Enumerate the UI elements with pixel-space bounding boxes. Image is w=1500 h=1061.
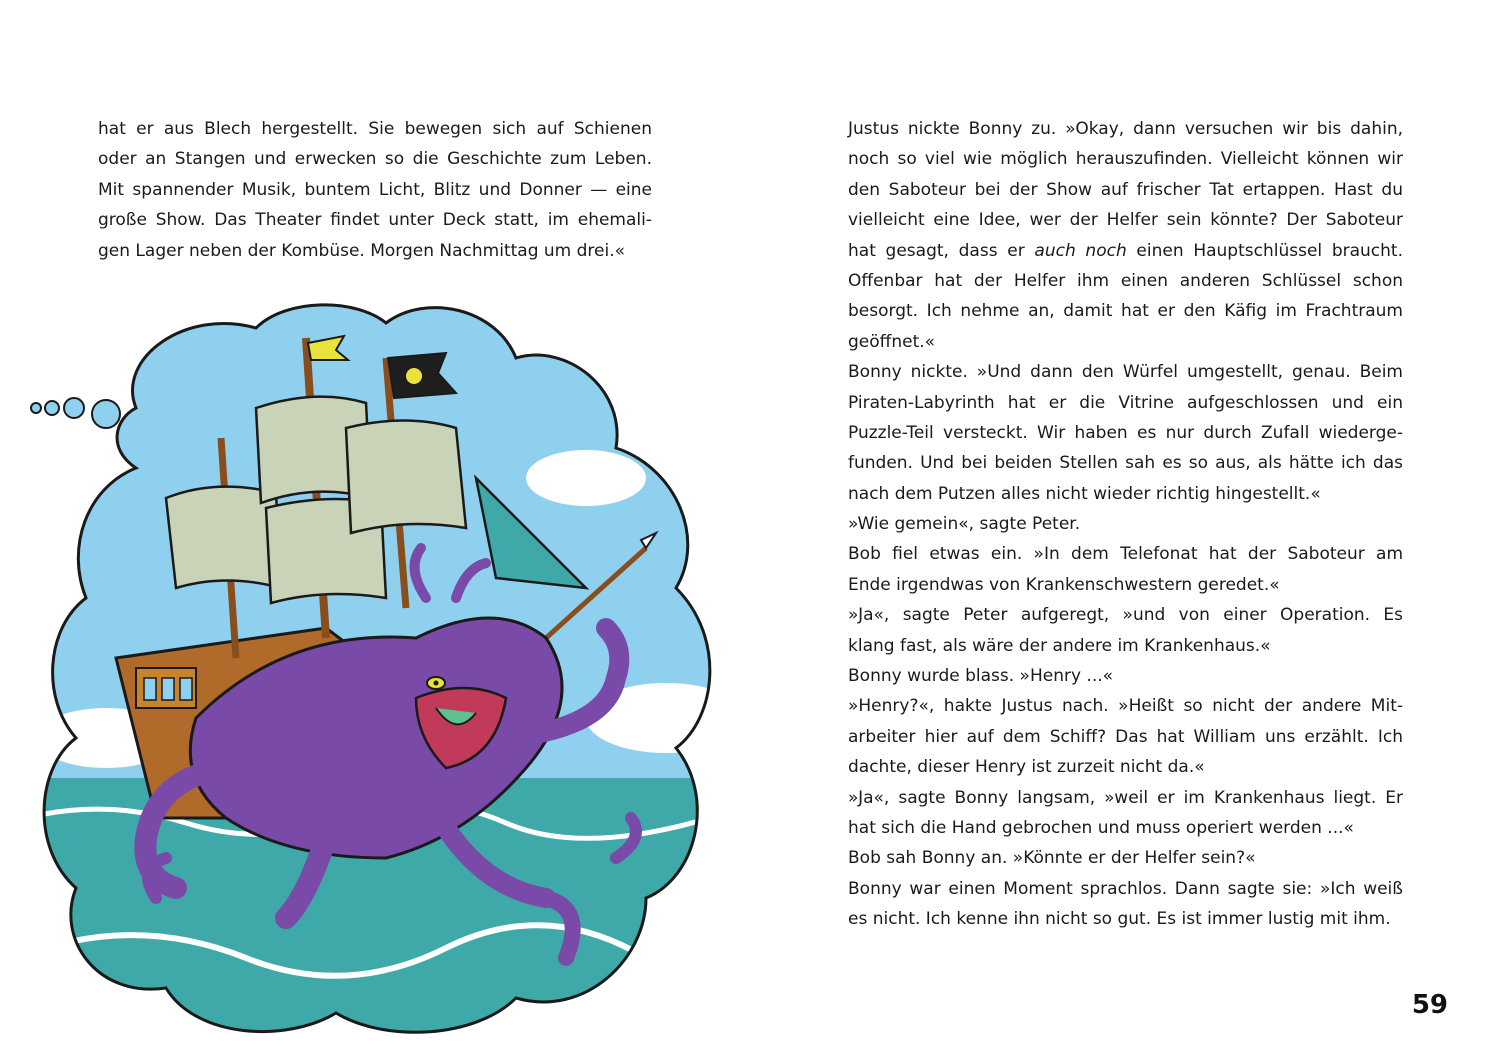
text-line: »Henry?«, hakte Justus nach. »Heißt so nicht der andere Mit- bbox=[848, 696, 1403, 717]
text-line: Ende irgendwas von Krankenschwestern geredet.« bbox=[848, 574, 1280, 595]
text-line: Justus nickte Bonny zu. »Okay, dann versuchen wir bis dahin, bbox=[848, 119, 1403, 139]
text-line: klang fast, als wäre der andere im Krankenhaus.« bbox=[848, 635, 1271, 656]
text-line: hat sich die Hand gebrochen und muss operiert werden ...« bbox=[848, 817, 1354, 838]
text-line: dachte, dieser Henry ist zurzeit nicht da.« bbox=[848, 757, 1205, 778]
text-line: oder an Stangen und erwecken so die Geschichte zum Leben. bbox=[98, 149, 652, 170]
text-line: besorgt. Ich nehme an, damit hat er den Käfig im Frachtraum bbox=[848, 301, 1403, 322]
text-line: Mit spannender Musik, buntem Licht, Blitz und Donner — eine bbox=[98, 179, 652, 200]
text-line: Bob sah Bonny an. »Könnte er der Helfer sein?« bbox=[848, 848, 1256, 869]
text-line: Bonny wurde blass. »Henry ...« bbox=[848, 666, 1114, 687]
right-page bbox=[750, 0, 1500, 1061]
text-line: es nicht. Ich kenne ihn nicht so gut. Es ist immer lustig mit ihm. bbox=[848, 909, 1391, 930]
thought-dot-icon bbox=[31, 403, 41, 413]
text-line: gen Lager neben der Kombüse. Morgen Nachmittag um drei.« bbox=[98, 240, 626, 261]
text-line: Bonny war einen Moment sprachlos. Dann sagte sie: »Ich weiß bbox=[848, 878, 1403, 899]
left-text-block bbox=[98, 114, 652, 266]
text-line: arbeiter hier auf dem Schiff? Das hat William uns erzählt. Ich bbox=[848, 726, 1403, 747]
text-line: Bonny nickte. »Und dann den Würfel umgestellt, genau. Beim bbox=[848, 362, 1403, 383]
text-line: »Wie gemein«, sagte Peter. bbox=[848, 514, 1081, 535]
text-line: hat gesagt, dass er auch noch einen Hauptschlüssel braucht. bbox=[848, 240, 1403, 261]
text-line: nach dem Putzen alles nicht wieder richtig hingestellt.« bbox=[848, 483, 1321, 504]
text-line: »Ja«, sagte Peter aufgeregt, »und von einer Operation. Es bbox=[848, 605, 1403, 626]
right-text-block bbox=[848, 114, 1403, 935]
text-line: hat er aus Blech hergestellt. Sie bewegen sich auf Schienen bbox=[98, 119, 652, 139]
text-line: Offenbar hat der Helfer ihm einen anderen Schlüssel schon bbox=[848, 270, 1403, 291]
text-line: funden. Und bei beiden Stellen sah es so aus, als hätte ich das bbox=[848, 453, 1403, 474]
text-line: vielleicht eine Idee, wer der Helfer sein könnte? Der Saboteur bbox=[848, 210, 1403, 231]
emphasis-text: auch noch bbox=[1034, 240, 1127, 261]
page-number: 59 bbox=[1411, 990, 1448, 1020]
text-line: große Show. Das Theater findet unter Deck statt, im ehemali- bbox=[98, 210, 652, 231]
text-line: geöffnet.« bbox=[848, 331, 936, 352]
text-line: Bob fiel etwas ein. »In dem Telefonat hat der Saboteur am bbox=[848, 544, 1403, 565]
text-line: Puzzle-Teil versteckt. Wir haben es nur durch Zufall wiederge- bbox=[848, 422, 1403, 443]
text-line: »Ja«, sagte Bonny langsam, »weil er im Krankenhaus liegt. Er bbox=[848, 787, 1403, 808]
text-line: den Saboteur bei der Show auf frischer Tat ertappen. Hast du bbox=[848, 179, 1403, 200]
text-line: Piraten-Labyrinth hat er die Vitrine aufgeschlossen und ein bbox=[848, 392, 1403, 413]
pirate-ship-illustration bbox=[26, 298, 726, 1043]
text-line: noch so viel wie möglich herauszufinden. Vielleicht können wir bbox=[848, 149, 1403, 170]
